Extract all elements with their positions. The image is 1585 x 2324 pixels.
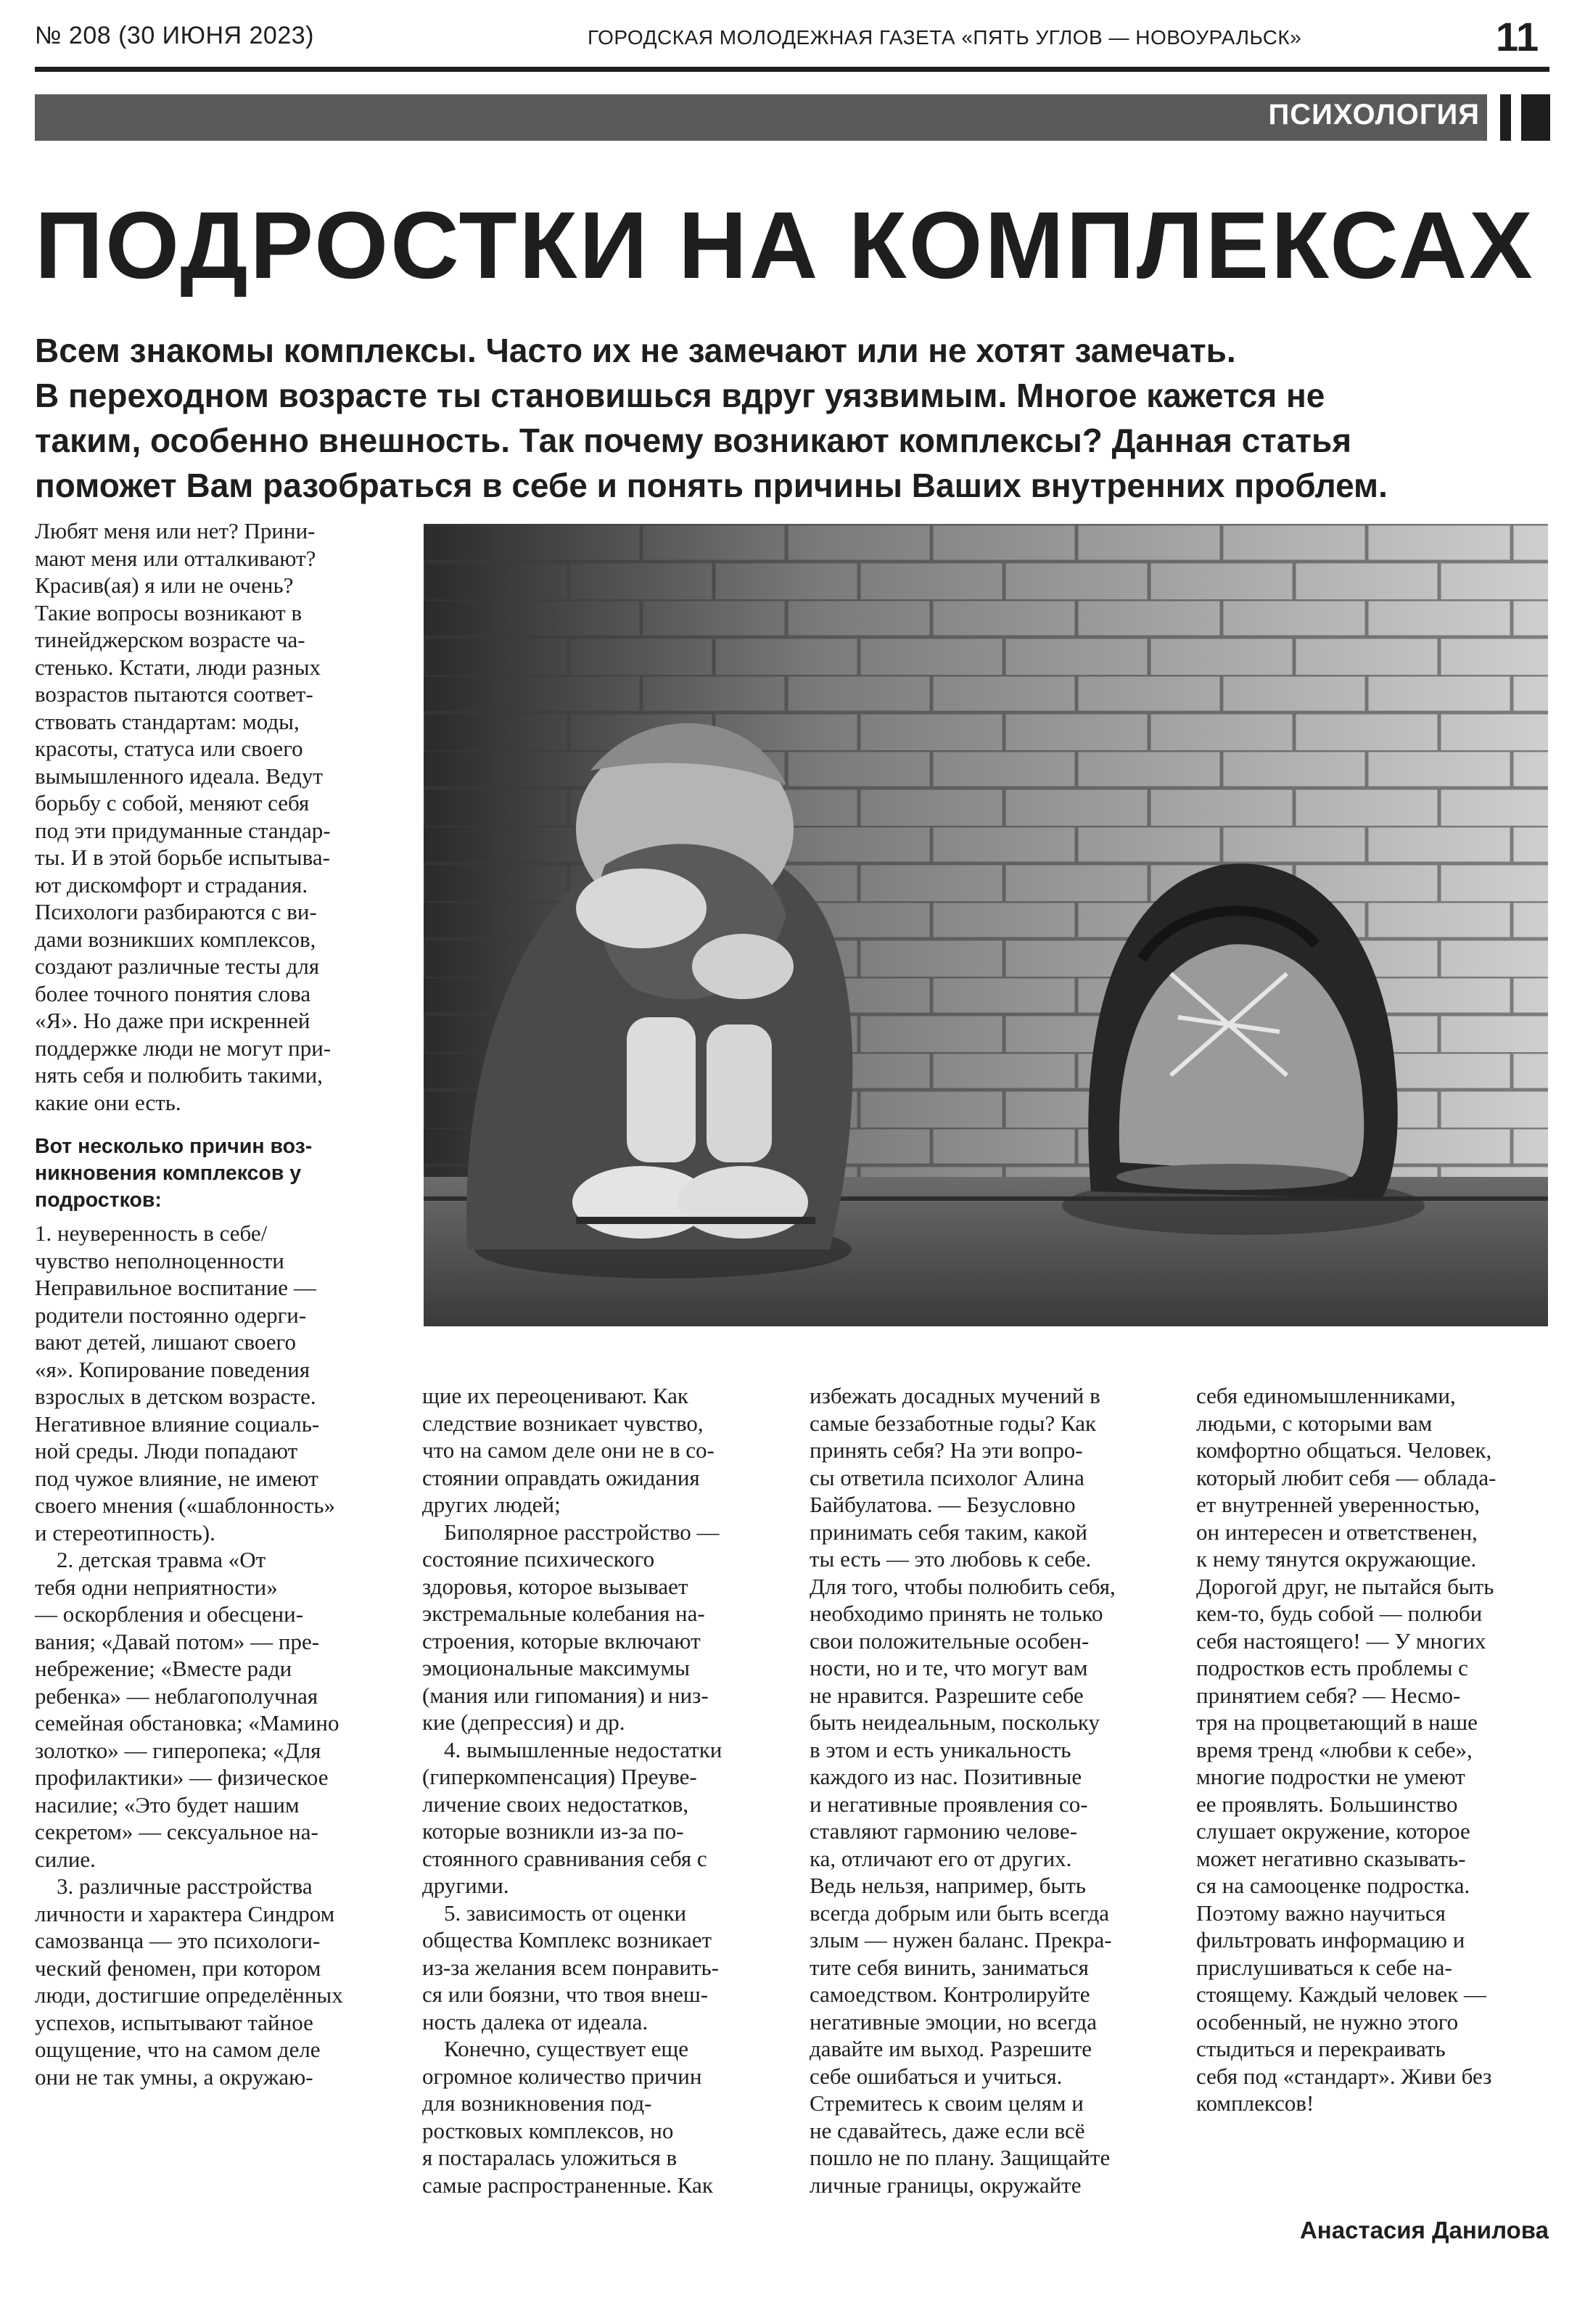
column-2: [422, 1382, 770, 2198]
text-line: общества Комплекс возникает: [422, 1927, 712, 1953]
text-line: тебя одни неприятности»: [35, 1574, 278, 1600]
text-line: стоянии оправдать ожидания: [422, 1464, 700, 1490]
text-line: ребенка» — неблагополучная: [35, 1683, 318, 1709]
text-line: время тренд «любви к себе»,: [1196, 1736, 1473, 1762]
text-line: себя под «стандарт». Живи без: [1196, 2063, 1492, 2089]
text-line: пошло не по плану. Защищайте: [810, 2145, 1111, 2170]
text-line: он интересен и ответственен,: [1196, 1519, 1478, 1545]
text-line: ности, но и те, что могут вам: [810, 1655, 1088, 1680]
text-line: вымышленного идеала. Ведут: [35, 763, 323, 789]
text-line: Конечно, существует еще: [444, 2036, 689, 2061]
text-line: стоянного сравнивания себя с: [422, 1845, 707, 1871]
text-line: комплексов!: [1196, 2090, 1314, 2116]
text-line: слушает окружение, которое: [1196, 1818, 1470, 1844]
text-line: ставляют гармонию челове-: [810, 1818, 1078, 1844]
text-line: эмоциональные максимумы: [422, 1655, 690, 1680]
text-line: свои положительные особен-: [810, 1627, 1090, 1654]
text-line: личные границы, окружайте: [810, 2172, 1082, 2198]
text-line: ты есть — это любовь к себе.: [810, 1546, 1092, 1572]
text-line: давайте им выход. Разрешите: [810, 2036, 1092, 2061]
text-line: «Я». Но даже при искренней: [35, 1008, 310, 1033]
text-line: они не так умны, а окружаю-: [35, 2064, 313, 2090]
page-number: 11: [1496, 14, 1539, 59]
text-line: себе ошибаться и учиться.: [810, 2063, 1063, 2089]
text-line: самоедством. Контролируйте: [810, 1982, 1090, 2007]
text-line: тите себя винить, заниматься: [810, 1954, 1089, 1980]
text-line: насилие; «Это будет нашим: [35, 1791, 300, 1818]
text-line: подростков:: [35, 1188, 162, 1212]
text-line: небрежение; «Вместе ради: [35, 1656, 292, 1681]
text-line: здоровья, которое вызывает: [422, 1573, 688, 1599]
section-label: ПСИХОЛОГИЯ: [1268, 99, 1480, 131]
column-4: [1196, 1382, 1552, 2117]
text-line: стоящему. Каждый человек —: [1196, 1982, 1486, 2007]
text-line: люди, достигшие определённых: [35, 1982, 343, 2008]
text-line: успехов, испытывают тайное: [35, 2009, 313, 2035]
lead-line: В переходном возрасте ты становишься вдруг уязвимым. Многое кажется не: [35, 377, 1325, 414]
column-1: [35, 517, 398, 2090]
text-line: принимать себя таким, какой: [810, 1519, 1087, 1545]
text-line: я постаралась уложиться в: [422, 2145, 678, 2170]
text-line: «я». Копирование поведения: [35, 1356, 310, 1382]
article-photo: [424, 524, 1548, 1326]
text-line: который любит себя — облада-: [1196, 1464, 1497, 1490]
text-line: злым — нужен баланс. Прекра-: [810, 1927, 1112, 1953]
lead-line: таким, особенно внешность. Так почему возникают комплексы? Данная статья: [35, 422, 1352, 459]
text-line: ее проявлять. Большинство: [1196, 1791, 1458, 1817]
text-line: себя единомышленниками,: [1196, 1383, 1456, 1408]
text-line: вания; «Давай потом» — пре-: [35, 1628, 320, 1654]
section-marker: [1500, 94, 1511, 141]
text-line: и стереотипность).: [35, 1519, 215, 1545]
text-line: Вот несколько причин воз-: [35, 1135, 313, 1158]
text-line: каждого из нас. Позитивные: [810, 1764, 1082, 1789]
text-line: ность далека от идеала.: [422, 2008, 649, 2034]
text-line: (гиперкомпенсация) Преуве-: [422, 1764, 697, 1789]
text-line: силие.: [35, 1846, 96, 1872]
text-line: в этом и есть уникальность: [810, 1736, 1071, 1762]
text-line: принятием себя? — Несмо-: [1196, 1682, 1461, 1708]
text-line: Ведь нельзя, например, быть: [810, 1873, 1086, 1898]
text-line: не нравится. Разрешите себе: [810, 1682, 1084, 1708]
text-line: ческий феномен, при котором: [35, 1955, 321, 1981]
text-line: Любят меня или нет? Прини-: [35, 518, 316, 543]
text-line: сы ответила психолог Алина: [810, 1464, 1084, 1490]
text-line: другими.: [422, 1873, 509, 1898]
article-title: ПОДРОСТКИ НА КОМПЛЕКСАХ: [35, 192, 1535, 298]
text-line: самые беззаботные годы? Как: [810, 1410, 1097, 1436]
text-line: комфортно общаться. Человек,: [1196, 1437, 1492, 1463]
text-line: Красив(ая) я или не очень?: [35, 572, 294, 598]
text-line: взрослых в детском возрасте.: [35, 1384, 316, 1409]
text-line: родители постоянно одерги-: [35, 1302, 307, 1328]
text-line: многие подростки не умеют: [1196, 1764, 1465, 1789]
text-line: Дорогой друг, не пытайся быть: [1196, 1573, 1494, 1599]
lead-line: поможет Вам разобраться в себе и понять причины Ваших внутренних проблем.: [35, 467, 1388, 504]
text-line: всегда добрым или быть всегда: [810, 1900, 1110, 1926]
text-line: ет внутренней уверенностью,: [1196, 1492, 1481, 1517]
text-line: быть неидеальным, поскольку: [810, 1709, 1100, 1735]
text-line: Байбулатова. — Безусловно: [810, 1492, 1076, 1517]
text-line: экстремальные колебания на-: [422, 1601, 705, 1626]
text-line: к нему тянутся окружающие.: [1196, 1546, 1477, 1572]
text-line: вают детей, лишают своего: [35, 1329, 296, 1355]
text-line: ощущение, что на самом деле: [35, 2037, 321, 2062]
text-line: 1. неуверенность в себе/: [35, 1220, 268, 1246]
text-line: из-за желания всем понравить-: [422, 1954, 719, 1980]
text-line: чувство неполноценности: [35, 1247, 284, 1273]
text-line: прислушиваться к себе на-: [1196, 1954, 1452, 1980]
text-line: 5. зависимость от оценки: [444, 1900, 687, 1926]
text-line: себя настоящего! — У многих: [1196, 1627, 1486, 1654]
text-line: принять себя? На эти вопро-: [810, 1437, 1083, 1463]
text-line: избежать досадных мучений в: [810, 1383, 1100, 1408]
text-line: может негативно сказывать-: [1196, 1845, 1466, 1871]
text-line: Негативное влияние социаль-: [35, 1411, 320, 1437]
text-line: негативные эмоции, но всегда: [810, 2008, 1098, 2034]
text-line: личности и характера Синдром: [35, 1900, 335, 1926]
text-line: следствие возникает чувство,: [422, 1410, 704, 1436]
text-line: ствовать стандартам: моды,: [35, 708, 300, 734]
column-3: [810, 1382, 1158, 2198]
text-line: своего мнения («шаблонность»: [35, 1492, 335, 1518]
text-line: (мания или гипомания) и низ-: [422, 1682, 709, 1708]
text-line: для возникновения под-: [422, 2090, 652, 2116]
text-line: личение своих недостатков,: [422, 1791, 689, 1817]
text-line: стыдиться и перекраивать: [1196, 2036, 1446, 2061]
text-line: 2. детская травма «От: [57, 1547, 266, 1572]
text-line: красоты, статуса или своего: [35, 736, 303, 761]
text-line: необходимо принять не только: [810, 1601, 1103, 1626]
text-line: создают различные тесты для: [35, 953, 320, 979]
text-line: кем-то, будь собой — полюби: [1196, 1601, 1483, 1626]
text-line: и негативные проявления со-: [810, 1791, 1088, 1817]
text-line: под чужое влияние, не имеют: [35, 1465, 318, 1491]
text-line: Биполярное расстройство —: [444, 1519, 720, 1545]
text-line: борьбу с собой, меняют себя: [35, 790, 310, 816]
text-line: что на самом деле они не в со-: [422, 1437, 715, 1463]
text-line: мают меня или отталкивают?: [35, 545, 316, 571]
section-marker: [1521, 94, 1550, 141]
text-line: возрастов пытаются соответ-: [35, 681, 313, 707]
text-line: поддержке люди не могут при-: [35, 1035, 332, 1061]
text-line: Неправильное воспитание —: [35, 1275, 316, 1300]
text-line: 3. различные расстройства: [57, 1873, 313, 1899]
text-line: ной среды. Люди попадают: [35, 1438, 298, 1463]
text-line: подростков есть проблемы с: [1196, 1655, 1468, 1680]
text-line: фильтровать информацию и: [1196, 1927, 1465, 1953]
text-line: особенный, не нужно этого: [1196, 2008, 1459, 2034]
issue-number: № 208 (30 ИЮНЯ 2023): [35, 22, 314, 49]
text-line: ют дискомфорт и страдания.: [35, 871, 308, 898]
text-line: людьми, с которыми вам: [1196, 1410, 1433, 1436]
text-line: дами возникших комплексов,: [35, 926, 316, 952]
text-line: золотко» — гиперопека; «Для: [35, 1737, 321, 1763]
text-line: ты. И в этой борьбе испытыва-: [35, 845, 330, 870]
text-line: тинейджерском возрасте ча-: [35, 627, 305, 652]
text-line: профилактики» — физическое: [35, 1765, 329, 1790]
text-line: самые распространенные. Как: [422, 2172, 713, 2198]
text-line: ся или боязни, что твоя внеш-: [422, 1982, 709, 2007]
text-line: которые возникли из-за по-: [422, 1818, 684, 1844]
text-line: не сдавайтесь, даже если всё: [810, 2117, 1085, 2143]
article-lead: [35, 328, 1558, 508]
text-line: состояние психического: [422, 1546, 655, 1572]
text-line: щие их переоценивают. Как: [422, 1383, 688, 1408]
text-line: ся на самооценке подростка.: [1196, 1873, 1470, 1898]
text-line: ка, отличают его от других.: [810, 1845, 1072, 1871]
text-line: под эти придуманные стандар-: [35, 817, 331, 843]
text-line: кие (депрессия) и др.: [422, 1709, 625, 1735]
text-line: более точного понятия слова: [35, 980, 311, 1006]
header-rule: [35, 67, 1549, 72]
text-line: семейная обстановка; «Мамино: [35, 1710, 339, 1736]
text-line: никновения комплексов у: [35, 1162, 302, 1185]
text-line: строения, которые включают: [422, 1627, 701, 1654]
text-line: секретом» — сексуальное на-: [35, 1819, 318, 1844]
text-line: тря на процветающий в наше: [1196, 1709, 1478, 1735]
text-line: Стремитесь к своим целям и: [810, 2090, 1084, 2116]
text-line: других людей;: [422, 1492, 561, 1517]
lead-line: Всем знакомы комплексы. Часто их не замечают или не хотят замечать.: [35, 332, 1236, 369]
text-line: огромное количество причин: [422, 2063, 702, 2089]
text-line: какие они есть.: [35, 1089, 181, 1115]
newspaper-name: ГОРОДСКАЯ МОЛОДЕЖНАЯ ГАЗЕТА «ПЯТЬ УГЛОВ — НОВОУРАЛЬСК»: [588, 26, 1302, 49]
text-line: — оскорбления и обесцени-: [35, 1601, 304, 1627]
text-line: стенько. Кстати, люди разных: [35, 654, 321, 680]
text-line: нять себя и полюбить такими,: [35, 1062, 323, 1088]
author-byline: Анастасия Данилова: [1299, 2217, 1549, 2243]
text-line: Для того, чтобы полюбить себя,: [810, 1573, 1116, 1599]
text-line: самозванца — это психологи-: [35, 1928, 321, 1953]
text-line: Психологи разбираются с ви-: [35, 899, 317, 924]
text-line: ростковых комплексов, но: [422, 2117, 674, 2143]
text-line: Поэтому важно научиться: [1196, 1900, 1446, 1926]
text-line: Такие вопросы возникают в: [35, 599, 302, 625]
text-line: 4. вымышленные недостатки: [444, 1736, 722, 1762]
